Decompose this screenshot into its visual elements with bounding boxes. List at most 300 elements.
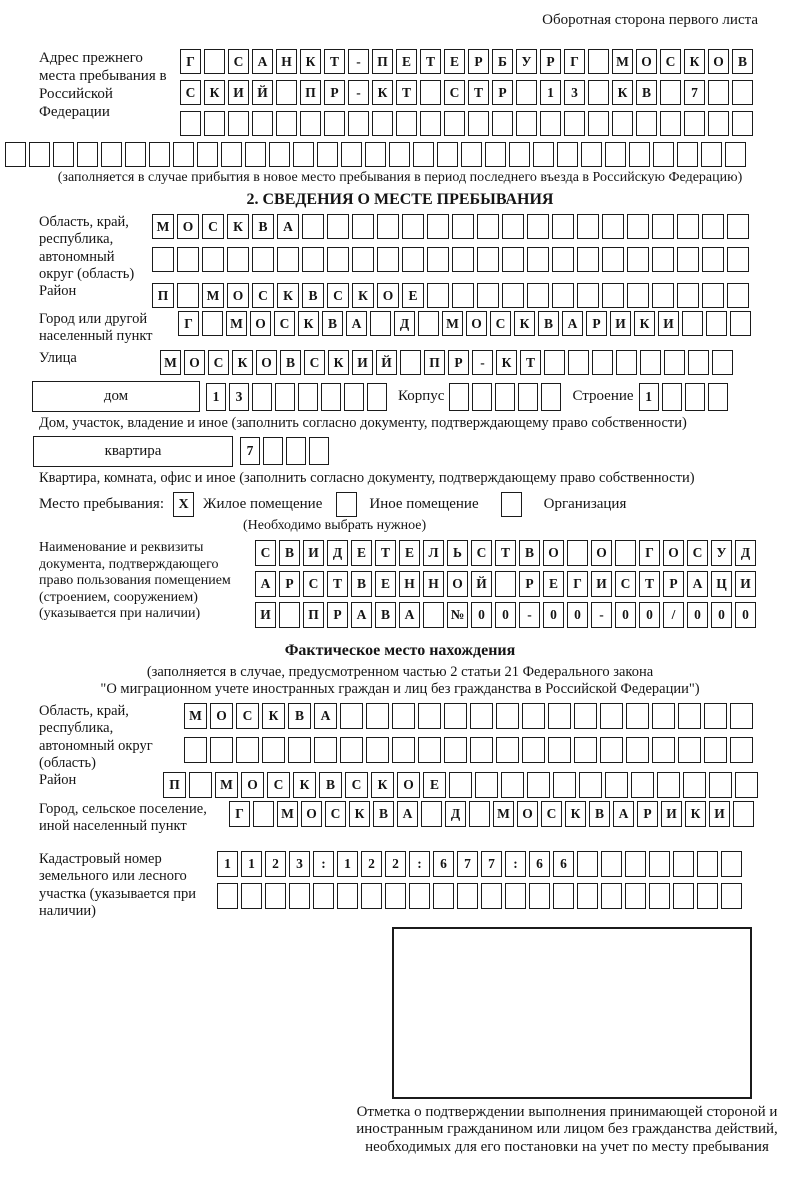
char-cell[interactable]: Т xyxy=(639,571,660,597)
char-cell[interactable] xyxy=(568,350,589,375)
char-cell[interactable]: К xyxy=(298,311,319,336)
char-cell[interactable]: К xyxy=(496,350,517,375)
char-cell[interactable]: О xyxy=(256,350,277,375)
char-cell[interactable]: Е xyxy=(375,571,396,597)
char-cell[interactable] xyxy=(427,283,449,308)
char-cell[interactable]: П xyxy=(303,602,324,628)
char-cell[interactable] xyxy=(627,283,649,308)
char-cell[interactable]: М xyxy=(442,311,463,336)
char-cell[interactable] xyxy=(735,772,758,798)
char-cell[interactable] xyxy=(577,214,599,239)
char-cell[interactable]: О xyxy=(397,772,420,798)
char-cell[interactable] xyxy=(385,883,406,909)
char-cell[interactable] xyxy=(702,214,724,239)
char-cell[interactable] xyxy=(577,883,598,909)
char-cell[interactable]: Г xyxy=(180,49,201,74)
char-cell[interactable] xyxy=(418,703,441,729)
char-cell[interactable] xyxy=(602,247,624,272)
char-cell[interactable] xyxy=(708,80,729,105)
char-cell[interactable]: - xyxy=(591,602,612,628)
char-cell[interactable] xyxy=(602,214,624,239)
char-cell[interactable]: Д xyxy=(445,801,466,827)
char-cell[interactable]: И xyxy=(591,571,612,597)
char-cell[interactable]: 7 xyxy=(457,851,478,877)
char-cell[interactable] xyxy=(324,111,345,136)
char-cell[interactable]: А xyxy=(397,801,418,827)
char-cell[interactable] xyxy=(263,437,283,465)
char-cell[interactable] xyxy=(279,602,300,628)
char-cell[interactable]: Н xyxy=(276,49,297,74)
char-cell[interactable]: Д xyxy=(735,540,756,566)
char-cell[interactable] xyxy=(678,737,701,763)
char-cell[interactable] xyxy=(502,283,524,308)
char-cell[interactable]: Р xyxy=(663,571,684,597)
char-cell[interactable] xyxy=(452,214,474,239)
char-cell[interactable]: Г xyxy=(229,801,250,827)
char-cell[interactable]: Г xyxy=(178,311,199,336)
char-cell[interactable]: В xyxy=(519,540,540,566)
char-cell[interactable]: 7 xyxy=(684,80,705,105)
char-cell[interactable] xyxy=(708,383,728,411)
char-cell[interactable]: С xyxy=(303,571,324,597)
char-cell[interactable]: К xyxy=(227,214,249,239)
char-cell[interactable] xyxy=(640,350,661,375)
char-cell[interactable] xyxy=(370,311,391,336)
char-cell[interactable]: Е xyxy=(543,571,564,597)
char-cell[interactable] xyxy=(492,111,513,136)
char-cell[interactable]: Л xyxy=(423,540,444,566)
char-cell[interactable]: К xyxy=(328,350,349,375)
char-cell[interactable] xyxy=(548,737,571,763)
char-cell[interactable]: О xyxy=(447,571,468,597)
char-cell[interactable]: О xyxy=(708,49,729,74)
char-cell[interactable] xyxy=(427,214,449,239)
char-cell[interactable] xyxy=(553,883,574,909)
char-cell[interactable] xyxy=(288,737,311,763)
char-cell[interactable]: С xyxy=(304,350,325,375)
char-cell[interactable]: С xyxy=(327,283,349,308)
char-cell[interactable]: Р xyxy=(327,602,348,628)
char-cell[interactable]: А xyxy=(399,602,420,628)
char-cell[interactable]: И xyxy=(228,80,249,105)
char-cell[interactable] xyxy=(502,214,524,239)
char-cell[interactable] xyxy=(616,350,637,375)
char-cell[interactable]: Т xyxy=(327,571,348,597)
char-cell[interactable] xyxy=(588,49,609,74)
char-cell[interactable]: В xyxy=(351,571,372,597)
char-cell[interactable] xyxy=(601,851,622,877)
char-cell[interactable]: И xyxy=(709,801,730,827)
char-cell[interactable] xyxy=(367,383,387,411)
char-cell[interactable] xyxy=(352,214,374,239)
char-cell[interactable]: 1 xyxy=(639,383,659,411)
char-cell[interactable]: С xyxy=(228,49,249,74)
char-cell[interactable] xyxy=(588,80,609,105)
char-cell[interactable] xyxy=(527,283,549,308)
char-cell[interactable] xyxy=(277,247,299,272)
char-cell[interactable] xyxy=(204,49,225,74)
char-cell[interactable] xyxy=(481,883,502,909)
char-cell[interactable]: О xyxy=(517,801,538,827)
char-cell[interactable] xyxy=(677,142,698,167)
char-cell[interactable]: Р xyxy=(586,311,607,336)
char-cell[interactable] xyxy=(660,80,681,105)
char-cell[interactable] xyxy=(392,737,415,763)
char-cell[interactable]: Т xyxy=(375,540,396,566)
char-cell[interactable]: Е xyxy=(396,49,417,74)
char-cell[interactable]: С xyxy=(236,703,259,729)
char-cell[interactable] xyxy=(527,214,549,239)
char-cell[interactable] xyxy=(372,111,393,136)
char-cell[interactable] xyxy=(602,283,624,308)
char-cell[interactable] xyxy=(657,772,680,798)
char-cell[interactable] xyxy=(505,883,526,909)
char-cell[interactable] xyxy=(470,703,493,729)
char-cell[interactable]: В xyxy=(732,49,753,74)
char-cell[interactable] xyxy=(418,737,441,763)
char-cell[interactable] xyxy=(236,737,259,763)
char-cell[interactable] xyxy=(502,247,524,272)
char-cell[interactable] xyxy=(173,142,194,167)
char-cell[interactable] xyxy=(275,383,295,411)
char-cell[interactable] xyxy=(241,883,262,909)
char-cell[interactable]: О xyxy=(466,311,487,336)
char-cell[interactable] xyxy=(253,801,274,827)
char-cell[interactable] xyxy=(636,111,657,136)
char-cell[interactable]: Е xyxy=(399,540,420,566)
char-cell[interactable] xyxy=(202,311,223,336)
char-cell[interactable]: - xyxy=(348,80,369,105)
char-cell[interactable] xyxy=(452,283,474,308)
char-cell[interactable]: О xyxy=(184,350,205,375)
char-cell[interactable] xyxy=(495,383,515,411)
char-cell[interactable] xyxy=(684,111,705,136)
char-cell[interactable] xyxy=(252,111,273,136)
char-cell[interactable]: В xyxy=(288,703,311,729)
char-cell[interactable]: 1 xyxy=(540,80,561,105)
char-cell[interactable] xyxy=(649,851,670,877)
char-cell[interactable] xyxy=(627,214,649,239)
char-cell[interactable]: Г xyxy=(567,571,588,597)
char-cell[interactable] xyxy=(553,772,576,798)
char-cell[interactable] xyxy=(402,214,424,239)
char-cell[interactable]: - xyxy=(472,350,493,375)
char-cell[interactable] xyxy=(721,883,742,909)
char-cell[interactable] xyxy=(527,247,549,272)
char-cell[interactable]: Р xyxy=(448,350,469,375)
char-cell[interactable] xyxy=(712,350,733,375)
char-cell[interactable]: 6 xyxy=(529,851,550,877)
char-cell[interactable] xyxy=(361,883,382,909)
char-cell[interactable]: С xyxy=(202,214,224,239)
char-cell[interactable] xyxy=(262,737,285,763)
char-cell[interactable]: Е xyxy=(423,772,446,798)
char-cell[interactable] xyxy=(101,142,122,167)
char-cell[interactable]: И xyxy=(255,602,276,628)
char-cell[interactable] xyxy=(541,383,561,411)
char-cell[interactable]: М xyxy=(493,801,514,827)
char-cell[interactable]: 0 xyxy=(567,602,588,628)
char-cell[interactable] xyxy=(725,142,746,167)
char-cell[interactable]: И xyxy=(661,801,682,827)
char-cell[interactable]: К xyxy=(371,772,394,798)
char-cell[interactable] xyxy=(340,703,363,729)
char-cell[interactable] xyxy=(552,247,574,272)
char-cell[interactable] xyxy=(298,383,318,411)
char-cell[interactable]: М xyxy=(612,49,633,74)
char-cell[interactable] xyxy=(276,80,297,105)
char-cell[interactable] xyxy=(600,703,623,729)
char-cell[interactable] xyxy=(396,111,417,136)
char-cell[interactable] xyxy=(683,772,706,798)
char-cell[interactable] xyxy=(577,851,598,877)
char-cell[interactable] xyxy=(366,703,389,729)
char-cell[interactable] xyxy=(461,142,482,167)
char-cell[interactable] xyxy=(577,283,599,308)
char-cell[interactable] xyxy=(501,772,524,798)
char-cell[interactable] xyxy=(544,350,565,375)
char-cell[interactable] xyxy=(677,283,699,308)
char-cell[interactable] xyxy=(444,703,467,729)
char-cell[interactable]: : xyxy=(313,851,334,877)
char-cell[interactable] xyxy=(469,801,490,827)
char-cell[interactable]: К xyxy=(634,311,655,336)
char-cell[interactable]: М xyxy=(184,703,207,729)
char-cell[interactable] xyxy=(496,737,519,763)
char-cell[interactable] xyxy=(221,142,242,167)
char-cell[interactable]: Н xyxy=(399,571,420,597)
char-cell[interactable] xyxy=(704,703,727,729)
char-cell[interactable]: С xyxy=(267,772,290,798)
char-cell[interactable]: 7 xyxy=(240,437,260,465)
char-cell[interactable]: 0 xyxy=(543,602,564,628)
char-cell[interactable] xyxy=(180,111,201,136)
char-cell[interactable] xyxy=(727,283,749,308)
char-cell[interactable] xyxy=(418,311,439,336)
char-cell[interactable] xyxy=(600,737,623,763)
char-cell[interactable] xyxy=(5,142,26,167)
char-cell[interactable] xyxy=(677,247,699,272)
char-cell[interactable] xyxy=(727,214,749,239)
char-cell[interactable] xyxy=(709,772,732,798)
char-cell[interactable] xyxy=(348,111,369,136)
char-cell[interactable] xyxy=(293,142,314,167)
char-cell[interactable]: Е xyxy=(402,283,424,308)
char-cell[interactable] xyxy=(625,851,646,877)
char-cell[interactable] xyxy=(579,772,602,798)
char-cell[interactable]: В xyxy=(589,801,610,827)
char-cell[interactable]: И xyxy=(735,571,756,597)
char-cell[interactable]: : xyxy=(409,851,430,877)
char-cell[interactable] xyxy=(313,883,334,909)
char-cell[interactable]: № xyxy=(447,602,468,628)
char-cell[interactable]: Д xyxy=(394,311,415,336)
char-cell[interactable]: М xyxy=(215,772,238,798)
char-cell[interactable]: К xyxy=(300,49,321,74)
char-cell[interactable]: Е xyxy=(444,49,465,74)
char-cell[interactable]: К xyxy=(262,703,285,729)
char-cell[interactable] xyxy=(557,142,578,167)
char-cell[interactable]: К xyxy=(293,772,316,798)
char-cell[interactable]: О xyxy=(301,801,322,827)
char-cell[interactable]: Н xyxy=(423,571,444,597)
char-cell[interactable]: Т xyxy=(324,49,345,74)
char-cell[interactable] xyxy=(427,247,449,272)
char-cell[interactable] xyxy=(673,883,694,909)
char-cell[interactable] xyxy=(452,247,474,272)
char-cell[interactable]: О xyxy=(210,703,233,729)
char-cell[interactable]: - xyxy=(348,49,369,74)
char-cell[interactable]: Е xyxy=(351,540,372,566)
char-cell[interactable] xyxy=(437,142,458,167)
char-cell[interactable] xyxy=(314,737,337,763)
char-cell[interactable] xyxy=(730,737,753,763)
char-cell[interactable]: М xyxy=(277,801,298,827)
char-cell[interactable]: С xyxy=(255,540,276,566)
char-cell[interactable]: 1 xyxy=(206,383,226,411)
char-cell[interactable]: С xyxy=(180,80,201,105)
char-cell[interactable]: В xyxy=(375,602,396,628)
char-cell[interactable] xyxy=(289,883,310,909)
char-cell[interactable]: К xyxy=(685,801,706,827)
char-cell[interactable]: В xyxy=(322,311,343,336)
char-cell[interactable]: С xyxy=(252,283,274,308)
char-cell[interactable]: 0 xyxy=(495,602,516,628)
char-cell[interactable]: 0 xyxy=(639,602,660,628)
char-cell[interactable] xyxy=(564,111,585,136)
char-cell[interactable]: К xyxy=(372,80,393,105)
char-cell[interactable]: Т xyxy=(396,80,417,105)
char-cell[interactable]: О xyxy=(250,311,271,336)
char-cell[interactable] xyxy=(409,883,430,909)
char-cell[interactable]: В xyxy=(319,772,342,798)
char-cell[interactable]: С xyxy=(490,311,511,336)
char-cell[interactable]: 3 xyxy=(564,80,585,105)
char-cell[interactable] xyxy=(631,772,654,798)
char-cell[interactable] xyxy=(652,737,675,763)
char-cell[interactable]: 3 xyxy=(229,383,249,411)
char-cell[interactable]: Й xyxy=(252,80,273,105)
char-cell[interactable]: О xyxy=(591,540,612,566)
char-cell[interactable] xyxy=(682,311,703,336)
char-cell[interactable]: М xyxy=(160,350,181,375)
char-cell[interactable] xyxy=(204,111,225,136)
char-cell[interactable] xyxy=(309,437,329,465)
char-cell[interactable] xyxy=(496,703,519,729)
char-cell[interactable] xyxy=(626,703,649,729)
char-cell[interactable] xyxy=(649,883,670,909)
char-cell[interactable]: М xyxy=(152,214,174,239)
char-cell[interactable]: А xyxy=(277,214,299,239)
char-cell[interactable] xyxy=(509,142,530,167)
char-cell[interactable]: Ь xyxy=(447,540,468,566)
char-cell[interactable]: В xyxy=(280,350,301,375)
char-cell[interactable] xyxy=(152,247,174,272)
char-cell[interactable]: К xyxy=(612,80,633,105)
char-cell[interactable]: А xyxy=(562,311,583,336)
char-cell[interactable]: Г xyxy=(564,49,585,74)
char-cell[interactable]: П xyxy=(300,80,321,105)
char-cell[interactable] xyxy=(733,801,754,827)
char-cell[interactable]: Р xyxy=(540,49,561,74)
char-cell[interactable] xyxy=(605,142,626,167)
char-cell[interactable]: С xyxy=(274,311,295,336)
char-cell[interactable]: Р xyxy=(492,80,513,105)
char-cell[interactable]: Р xyxy=(468,49,489,74)
char-cell[interactable]: 6 xyxy=(553,851,574,877)
char-cell[interactable] xyxy=(420,111,441,136)
char-cell[interactable]: О xyxy=(636,49,657,74)
char-cell[interactable]: С xyxy=(615,571,636,597)
char-cell[interactable] xyxy=(227,247,249,272)
char-cell[interactable]: В xyxy=(538,311,559,336)
char-cell[interactable] xyxy=(413,142,434,167)
char-cell[interactable] xyxy=(197,142,218,167)
char-cell[interactable] xyxy=(727,247,749,272)
char-cell[interactable] xyxy=(732,80,753,105)
char-cell[interactable] xyxy=(704,737,727,763)
char-cell[interactable]: В xyxy=(373,801,394,827)
char-cell[interactable]: С xyxy=(471,540,492,566)
char-cell[interactable]: 2 xyxy=(385,851,406,877)
char-cell[interactable] xyxy=(540,111,561,136)
char-cell[interactable]: Б xyxy=(492,49,513,74)
char-cell[interactable]: К xyxy=(277,283,299,308)
char-cell[interactable]: С xyxy=(541,801,562,827)
checkbox-inoe[interactable] xyxy=(336,492,357,517)
char-cell[interactable] xyxy=(210,737,233,763)
char-cell[interactable]: И xyxy=(610,311,631,336)
char-cell[interactable] xyxy=(265,883,286,909)
char-cell[interactable] xyxy=(77,142,98,167)
char-cell[interactable]: 7 xyxy=(481,851,502,877)
char-cell[interactable]: В xyxy=(636,80,657,105)
char-cell[interactable] xyxy=(477,247,499,272)
char-cell[interactable] xyxy=(533,142,554,167)
char-cell[interactable]: У xyxy=(516,49,537,74)
char-cell[interactable] xyxy=(697,851,718,877)
char-cell[interactable] xyxy=(605,772,628,798)
char-cell[interactable]: А xyxy=(314,703,337,729)
char-cell[interactable]: А xyxy=(351,602,372,628)
char-cell[interactable] xyxy=(721,851,742,877)
char-cell[interactable]: О xyxy=(663,540,684,566)
char-cell[interactable]: Т xyxy=(468,80,489,105)
char-cell[interactable] xyxy=(337,883,358,909)
char-cell[interactable] xyxy=(189,772,212,798)
char-cell[interactable]: 1 xyxy=(217,851,238,877)
char-cell[interactable]: К xyxy=(349,801,370,827)
char-cell[interactable] xyxy=(527,772,550,798)
char-cell[interactable] xyxy=(421,801,442,827)
char-cell[interactable]: 0 xyxy=(711,602,732,628)
char-cell[interactable]: С xyxy=(208,350,229,375)
char-cell[interactable] xyxy=(340,737,363,763)
char-cell[interactable] xyxy=(302,247,324,272)
char-cell[interactable] xyxy=(522,737,545,763)
char-cell[interactable] xyxy=(660,111,681,136)
char-cell[interactable] xyxy=(548,703,571,729)
char-cell[interactable] xyxy=(552,283,574,308)
char-cell[interactable]: Г xyxy=(639,540,660,566)
char-cell[interactable]: С xyxy=(444,80,465,105)
char-cell[interactable]: 2 xyxy=(265,851,286,877)
char-cell[interactable]: - xyxy=(519,602,540,628)
char-cell[interactable] xyxy=(276,111,297,136)
char-cell[interactable] xyxy=(377,247,399,272)
char-cell[interactable] xyxy=(366,737,389,763)
char-cell[interactable]: П xyxy=(372,49,393,74)
